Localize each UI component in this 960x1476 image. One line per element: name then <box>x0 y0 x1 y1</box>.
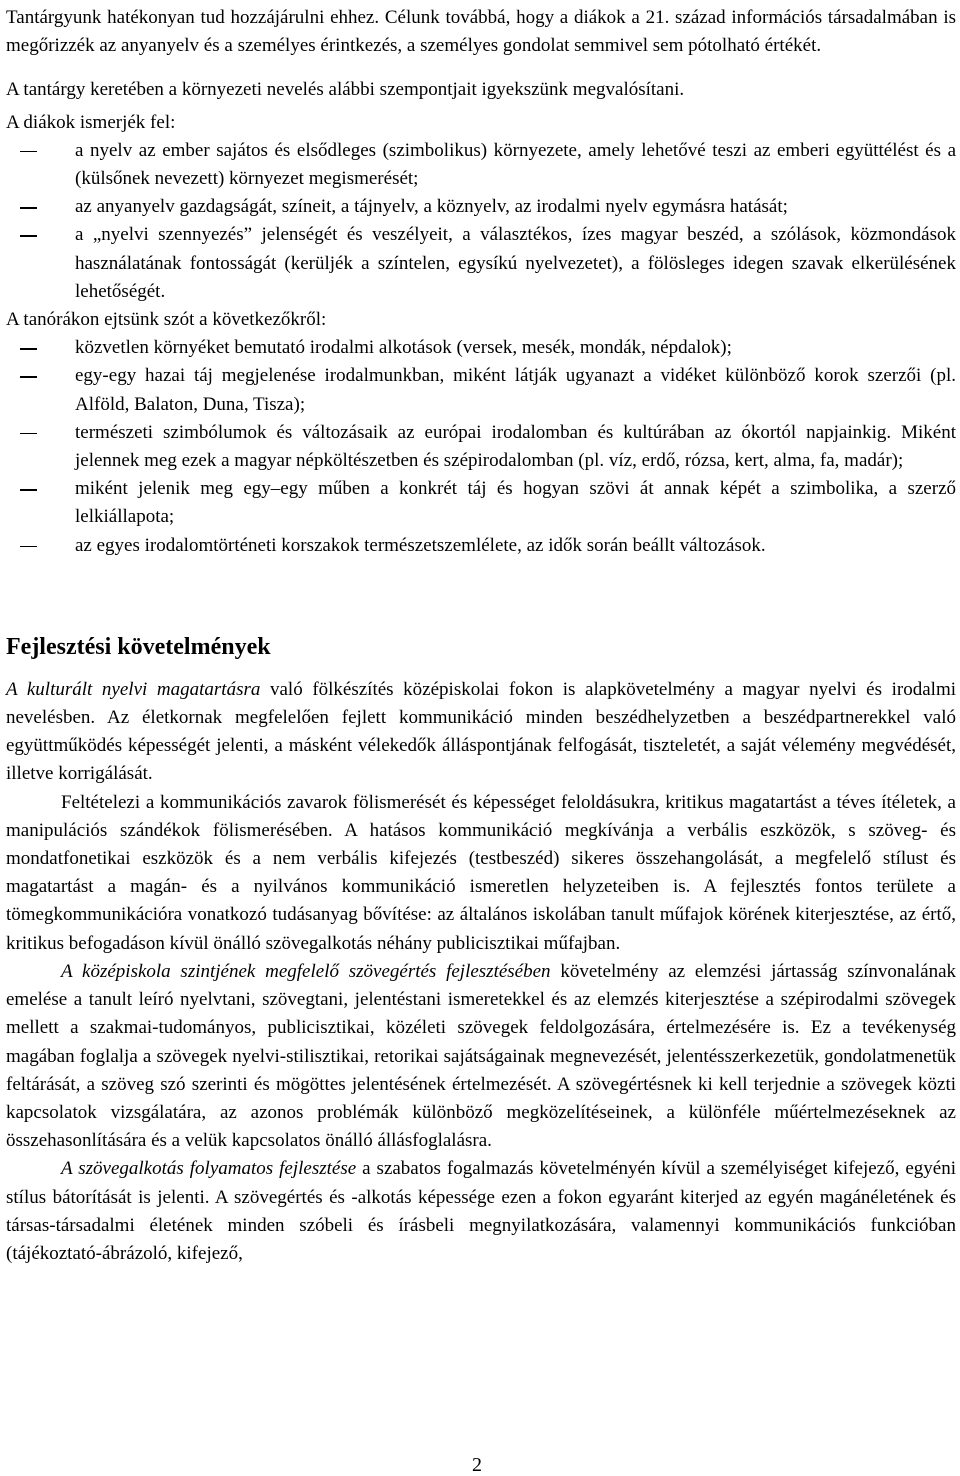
list-item: a nyelv az ember sajátos és elsődleges (szimbolikus) környezete, amely lehetővé teszi az emberi együttélést és a (külsőnek nevezett) környezet megismerését; <box>6 137 956 193</box>
paragraph-communication: Feltételezi a kommunikációs zavarok fölismerését és képességet feloldásukra, kritikus magatartást a téves ítéletek, a manipulációs szándékok fölismerésében. A hatásos kommunikáció megkívánja a verbális eszközök, s szöveg- és mondatfonetikai eszközök és a nem verbális kifejezés (testbeszéd) sikeres összehangolását, a megfelelő stílust és magatartást a magán- és a nyilvános kommunikáció ismeretlen helyzeteiben is. A fejlesztés fontos területe a tömegkommunikációra vonatkozó tudásanyag bővítése: az általános iskolában tanult műfajok körének kiterjesztése, az értő, kritikus befogadáson kívül önálló szövegalkotás néhány publicisztikai műfajban. <box>6 791 956 954</box>
emphasis-text: A szövegalkotás folyamatos fejlesztése <box>61 1158 357 1180</box>
paragraph-text-creation <box>6 1155 956 1268</box>
list-item: közvetlen környéket bemutató irodalmi alkotások (versek, mesék, mondák, népdalok); <box>6 334 956 362</box>
list-item: az egyes irodalomtörténeti korszakok természetszemlélete, az idők során beállt változások. <box>6 532 956 560</box>
lessons-list <box>6 334 956 560</box>
paragraph-text: a szabatos fogalmazás követelményén kívül a személyiséget kifejező, egyéni stílus bátorítását is jelenti. A szövegértés és -alkotás képessége ezen a fokon egyaránt kiterjed az egyén magánéletének és társas-társadalmi életének minden szóbeli és írásbeli megnyilatkozására, valamennyi kommunikációs funkcióban (tájékoztató-ábrázoló, kifejező, <box>6 1158 956 1264</box>
page-number: 2 <box>472 1454 482 1476</box>
list-item: egy-egy hazai táj megjelenése irodalmunkban, miként látják ugyanazt a vidéket különböző korok szerzői (pl. Alföld, Balaton, Duna, Tisza); <box>6 362 956 418</box>
environment-intro: A tantárgy keretében a környezeti nevelés alábbi szempontjait igyekszünk megvalósítani. <box>6 79 685 101</box>
paragraph-text: követelmény az elemzési jártasság színvonalának emelése a tanult leíró nyelvtani, szövegtani, jelentéstani ismeretekkel és az elemzés kiterjesztése a szépirodalmi szövegek mellett a szakmai-tudományos, publicisztikai, közéleti szövegek feldolgozására, értelmezésére is. Ez a tevékenység magában foglalja a szövegek nyelvi-stilisztikai, retorikai sajátságainak megnevezését, jelentésszerkezetük, gondolatmenetük feltárását, a szöveg szó szerinti és mögöttes jelentésének értelmezését. A szövegértésnek ki kell terjednie a szövegek közti kapcsolatok vizsgálatára, az azonos problémák különböző megközelítéseinek, a különféle műértelmezéseknek az összehasonlítására és a velük kapcsolatos önálló állásfoglalásra. <box>6 960 956 1152</box>
paragraph-cultured-language <box>6 676 956 789</box>
emphasis-text: A középiskola szintjének megfelelő szövegértés fejlesztésében <box>61 960 551 982</box>
list-item: az anyanyelv gazdagságát, színeit, a tájnyelv, a köznyelv, az irodalmi nyelv egymásra hatását; <box>6 193 956 221</box>
emphasis-text: A kulturált nyelvi magatartásra <box>6 678 261 700</box>
students-list <box>6 137 956 306</box>
list-item: természeti szimbólumok és változásaik az európai irodalomban és kultúrában az ókortól napjainkig. Miként jelennek meg ezek a magyar népköltészetben és szépirodalomban (pl. víz, erdő, rózsa, kert, alma, fa, madár); <box>6 419 956 475</box>
document-page <box>6 0 956 1268</box>
lessons-lead: A tanórákon ejtsünk szót a következőkről: <box>6 309 327 331</box>
section-heading: Fejlesztési követelmények <box>6 633 271 660</box>
list-item: miként jelenik meg egy–egy műben a konkrét táj és hogyan szövi át annak képét a szimbolika, a szerző lelkiállapota; <box>6 475 956 531</box>
intro-paragraph: Tantárgyunk hatékonyan tud hozzájárulni ehhez. Célunk továbbá, hogy a diákok a 21. század információs társadalmában is megőrizzék az anyanyelv és a személyes érintkezés, a személyes gondolat semmivel sem pótolható értékét. <box>6 7 956 57</box>
students-lead: A diákok ismerjék fel: <box>6 111 176 133</box>
list-item: a „nyelvi szennyezés” jelenségét és veszélyeit, a választékos, ízes magyar beszéd, a szólások, közmondások használatának fontosságát (kerüljék a színtelen, egysíkú nyelvezetet), a fölösleges idegen szavak elkerülésének lehetőségét. <box>6 221 956 306</box>
paragraph-text-comprehension <box>6 958 956 1155</box>
paragraph-text: való fölkészítés középiskolai fokon is alapkövetelmény a magyar nyelvi és irodalmi nevelésben. Az életkornak megfelelően fejlett kommunikáció minden beszédhelyzetben a beszédpartnerekkel való együttműködés képességét jelenti, a másként vélekedők álláspontjának felfogását, tiszteletét, a saját vélemény megvédését, illetve korrigálását. <box>6 678 956 785</box>
